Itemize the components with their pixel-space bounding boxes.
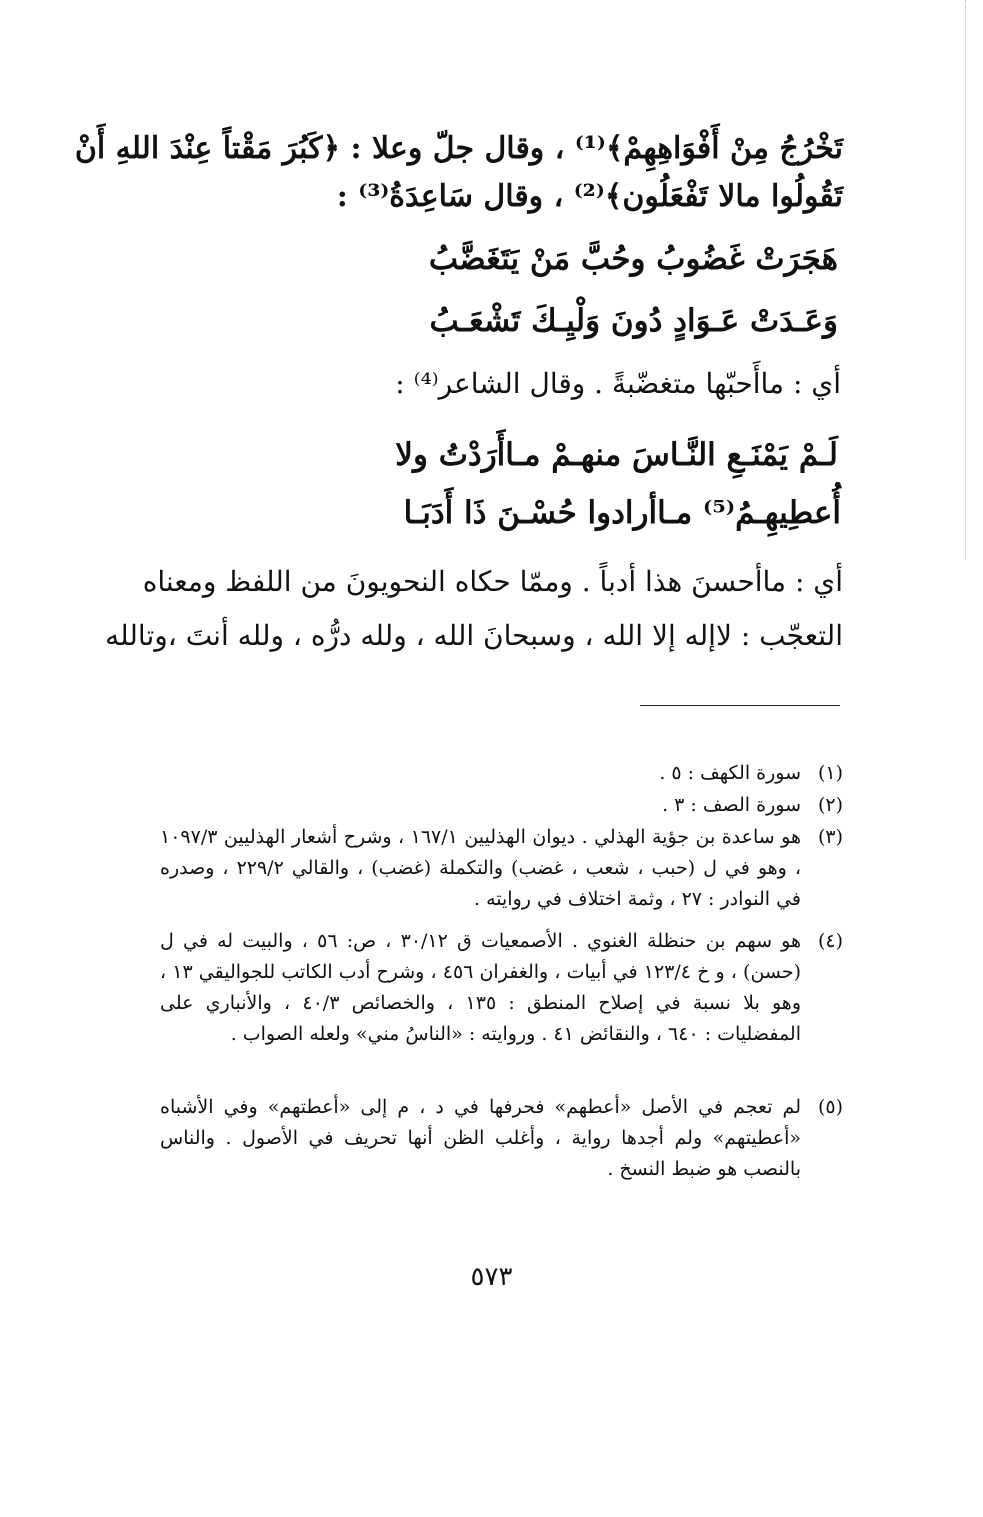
footnote-number: (٢)	[817, 794, 843, 816]
body-line-4: أي : ماأحسنَ هذا أدباً . وممّا حكاه النحويونَ من اللفظ ومعناه	[142, 565, 843, 598]
verse-line-4: أُعطِيهِـمُ⁽⁵⁾ مـاأرادوا حُسْـنَ ذَا أَدَبَـا	[403, 495, 841, 531]
footnote-number: (٣)	[817, 826, 843, 848]
footnote-text: هو ساعدة بن جؤية الهذلي . ديوان الهذليين ١٦٧/١ ، وشرح أشعار الهذليين ١٠٩٧/٣ ، وهو في ل (حبب ، شعب ، غضب) والتكملة (غضب) ، والقالي ٢٢٩/٢ ، وصدره في النوادر : ٢٧ ، وثمة اختلاف في روايته .	[160, 826, 801, 910]
footnote-text: هو سهم بن حنظلة الغنوي . الأصمعيات ق ٣٠/١٢ ، ص: ٥٦ ، والبيت له في ل (حسن) ، و خ ١٢٣/٤ في أبيات ، والغفران ٤٥٦ ، وشرح أدب الكاتب للجواليقي ١٣ ، وهو بلا نسبة في إصلاح المنطق : ١٣٥ ، والخصائص ٤٠/٣ ، والأنباري على المفضليات : ٦٤٠ ، والنقائض ٤١ . وروايته : «الناسُ مني» ولعله الصواب .	[160, 930, 802, 1045]
footnote-separator	[640, 705, 840, 706]
page-number: ٥٧٣	[470, 1262, 513, 1292]
footnote-5	[160, 1092, 843, 1185]
footnote-2	[160, 790, 843, 821]
footnote-text: سورة الصف : ٣ .	[662, 794, 801, 816]
footnote-4	[160, 926, 843, 1050]
footnote-3	[160, 822, 843, 915]
verse-line-3: لَـمْ يَمْنَـعِ النَّـاسَ منهـمْ مـاأَرَدْتُ ولا	[395, 437, 838, 473]
verse-line-1: هَجَرَتْ غَضُوبُ وحُبَّ مَنْ يَتَغَضَّبُ	[428, 241, 838, 277]
footnote-number: (١)	[817, 762, 843, 784]
verse-line-2: وَعَـدَتْ عَـوَادٍ دُونَ وَلْيِـكَ تَشْعَـبُ	[429, 303, 838, 339]
margin-scan-mark	[965, 0, 968, 560]
body-line-1: تَخْرُجُ مِنْ أَفْوَاهِهِمْ﴾⁽¹⁾ ، وقال جلّ وعلا : ﴿كَبُرَ مَقْتاً عِنْدَ اللهِ أَنْ	[74, 131, 843, 166]
body-line-2: تَقُولُوا مالا تَفْعَلُون﴾⁽²⁾ ، وقال سَاعِدَةُ⁽³⁾ :	[336, 179, 843, 214]
footnote-number: (٤)	[817, 930, 843, 952]
footnote-1	[160, 758, 843, 789]
body-line-3: أي : ماأَحبّها متغضّبةً . وقال الشاعر⁽⁴⁾ :	[395, 367, 841, 400]
body-line-5: التعجّب : لاإله إلا الله ، وسبحانَ الله ، ولله درُّه ، ولله أنتَ ،وتالله	[105, 619, 843, 652]
footnote-number: (٥)	[817, 1096, 843, 1118]
footnote-text: سورة الكهف : ٥ .	[659, 762, 801, 784]
footnote-text: لم تعجم في الأصل «أعطهم» فحرفها في د ، م إلى «أعطتهم» وفي الأشباه «أعطيتهم» ولم أجدها رواية ، وأغلب الظن أنها تحريف في الأصول . والناس بالنصب هو ضبط النسخ .	[160, 1096, 801, 1180]
